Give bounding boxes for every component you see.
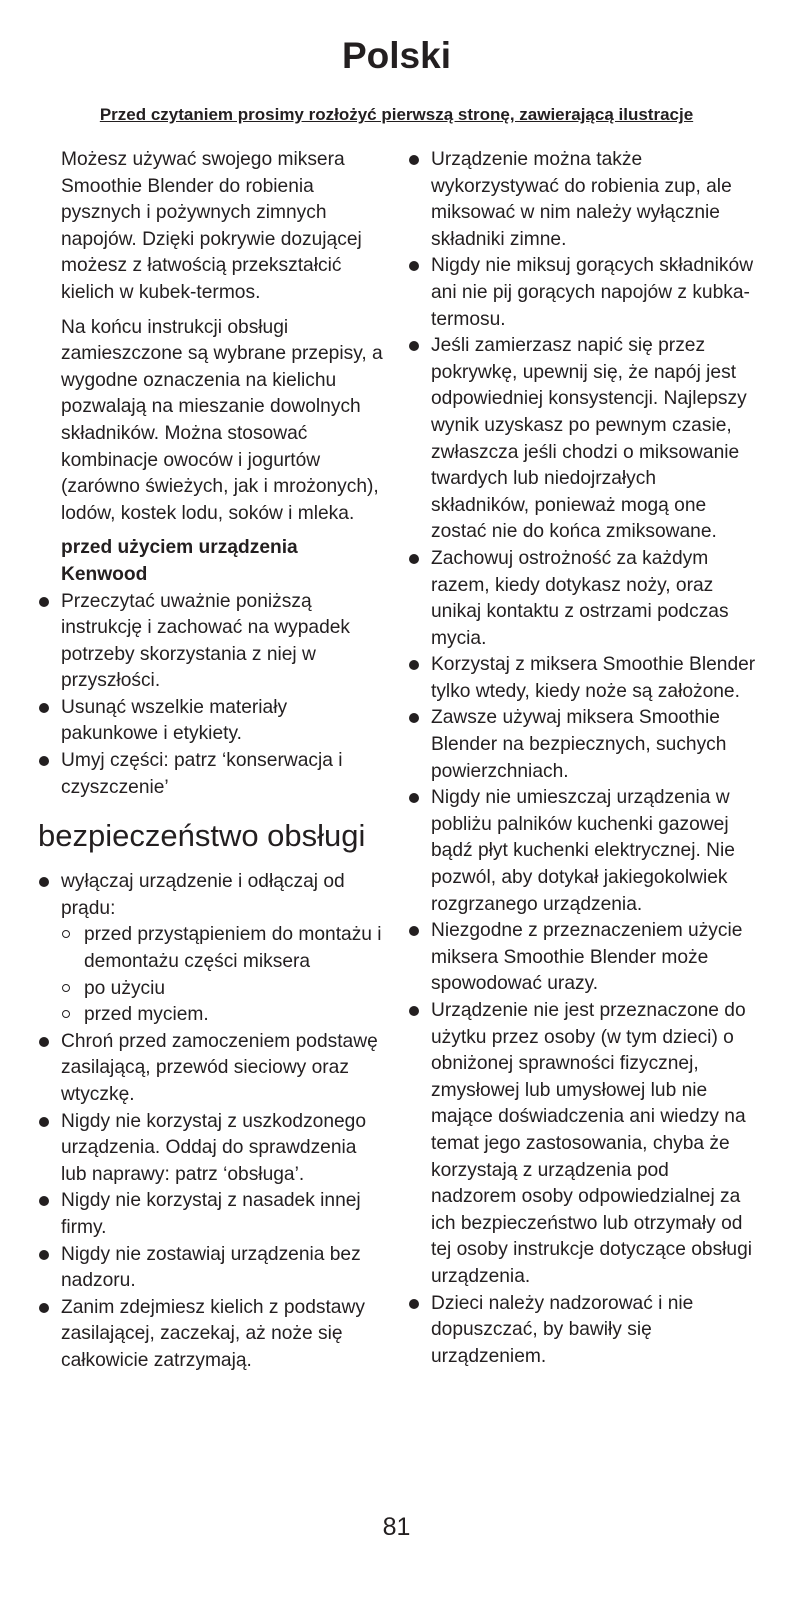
list-item: Zanim zdejmiesz kielich z podstawy zasilającej, zaczekaj, aż noże się całkowicie zatrzymają. xyxy=(38,1295,383,1375)
list-item: Nigdy nie umieszczaj urządzenia w pobliżu palników kuchenki gazowej bądź płyt kuchenki elektrycznej. Nie pozwól, aby dotykał jakiegokolwiek rozgrzanego urządzenia. xyxy=(408,785,756,918)
before-use-list xyxy=(38,589,383,802)
list-item: Usunąć wszelkie materiały pakunkowe i etykiety. xyxy=(38,695,383,748)
list-item: Umyj części: patrz ‘konserwacja i czyszczenie’ xyxy=(38,748,383,801)
left-column xyxy=(38,147,383,1375)
before-use-heading: przed użyciem urządzenia Kenwood xyxy=(61,537,298,585)
list-item xyxy=(38,869,383,1029)
list-item: Nigdy nie korzystaj z nasadek innej firmy. xyxy=(38,1188,383,1241)
sublist-item: przed przystąpieniem do montażu i demontażu części miksera xyxy=(61,922,383,975)
sublist-item: po użyciu xyxy=(61,976,383,1003)
right-column xyxy=(408,147,756,1370)
list-item: Urządzenie nie jest przeznaczone do użytku przez osoby (w tym dzieci) o obniżonej sprawności fizycznej, zmysłowej lub umysłowej lub nie mające doświadczenia ani wiedzy na temat jego zastosowania, chyba że korzystają z urządzenia pod nadzorem osoby odpowiedzialnej za ich bezpieczeństwo lub otrzymały od tej osoby instrukcje dotyczące obsługi urządzenia. xyxy=(408,998,756,1291)
list-item: Zachowuj ostrożność za każdym razem, kiedy dotykasz noży, oraz unikaj kontaktu z ostrzami podczas mycia. xyxy=(408,546,756,652)
list-item: Przeczytać uważnie poniższą instrukcję i zachować na wypadek potrzeby skorzystania z niej w przyszłości. xyxy=(38,589,383,695)
page-subtitle-note: Przed czytaniem prosimy rozłożyć pierwszą stronę, zawierającą ilustracje xyxy=(99,105,694,124)
safety-sublist xyxy=(61,922,383,1028)
list-item: Nigdy nie korzystaj z uszkodzonego urządzenia. Oddaj do sprawdzenia lub naprawy: patrz ‘obsługa’. xyxy=(38,1109,383,1189)
safety-list-continued xyxy=(408,147,756,1370)
list-item: Chroń przed zamoczeniem podstawę zasilającą, przewód sieciowy oraz wtyczkę. xyxy=(38,1029,383,1109)
intro-paragraph: Na końcu instrukcji obsługi zamieszczone są wybrane przepisy, a wygodne oznaczenia na kielichu pozwalają na mieszanie dowolnych składników. Można stosować kombinacje owoców i jogurtów (zarówno świeżych, jak i mrożonych), lodów, kostek lodu, soków i mleka. xyxy=(61,316,383,524)
sublist-item: przed myciem. xyxy=(61,1002,383,1029)
list-item: Korzystaj z miksera Smoothie Blender tylko wtedy, kiedy noże są założone. xyxy=(408,652,756,705)
safety-list xyxy=(38,869,383,1374)
list-item: Jeśli zamierzasz napić się przez pokrywkę, upewnij się, że napój jest odpowiedniej konsystencji. Najlepszy wynik uzyskasz po pewnym czasie, zwłaszcza jeśli chodzi o miksowanie twardych lub niedojrzałych składników, ponieważ mogą one zostać nie do końca zmiksowane. xyxy=(408,333,756,546)
list-item: Dzieci należy nadzorować i nie dopuszczać, by bawiły się urządzeniem. xyxy=(408,1291,756,1371)
page-number: 81 xyxy=(382,1513,411,1541)
page-title: Polski xyxy=(342,35,451,76)
list-item-text: wyłączaj urządzenie i odłączaj od prądu: xyxy=(61,871,345,919)
intro-paragraph: Możesz używać swojego miksera Smoothie Blender do robienia pysznych i pożywnych zimnych napojów. Dzięki pokrywie dozującej możesz z łatwością przekształcić kielich w kubek-termos. xyxy=(61,149,362,303)
list-item: Nigdy nie miksuj gorących składników ani nie pij gorących napojów z kubka-termosu. xyxy=(408,253,756,333)
list-item: Niezgodne z przeznaczeniem użycie miksera Smoothie Blender może spowodować urazy. xyxy=(408,918,756,998)
list-item: Urządzenie można także wykorzystywać do robienia zup, ale miksować w nim należy wyłącznie składniki zimne. xyxy=(408,147,756,253)
list-item: Nigdy nie zostawiaj urządzenia bez nadzoru. xyxy=(38,1242,383,1295)
safety-heading: bezpieczeństwo obsługi xyxy=(38,818,366,854)
list-item: Zawsze używaj miksera Smoothie Blender na bezpiecznych, suchych powierzchniach. xyxy=(408,705,756,785)
